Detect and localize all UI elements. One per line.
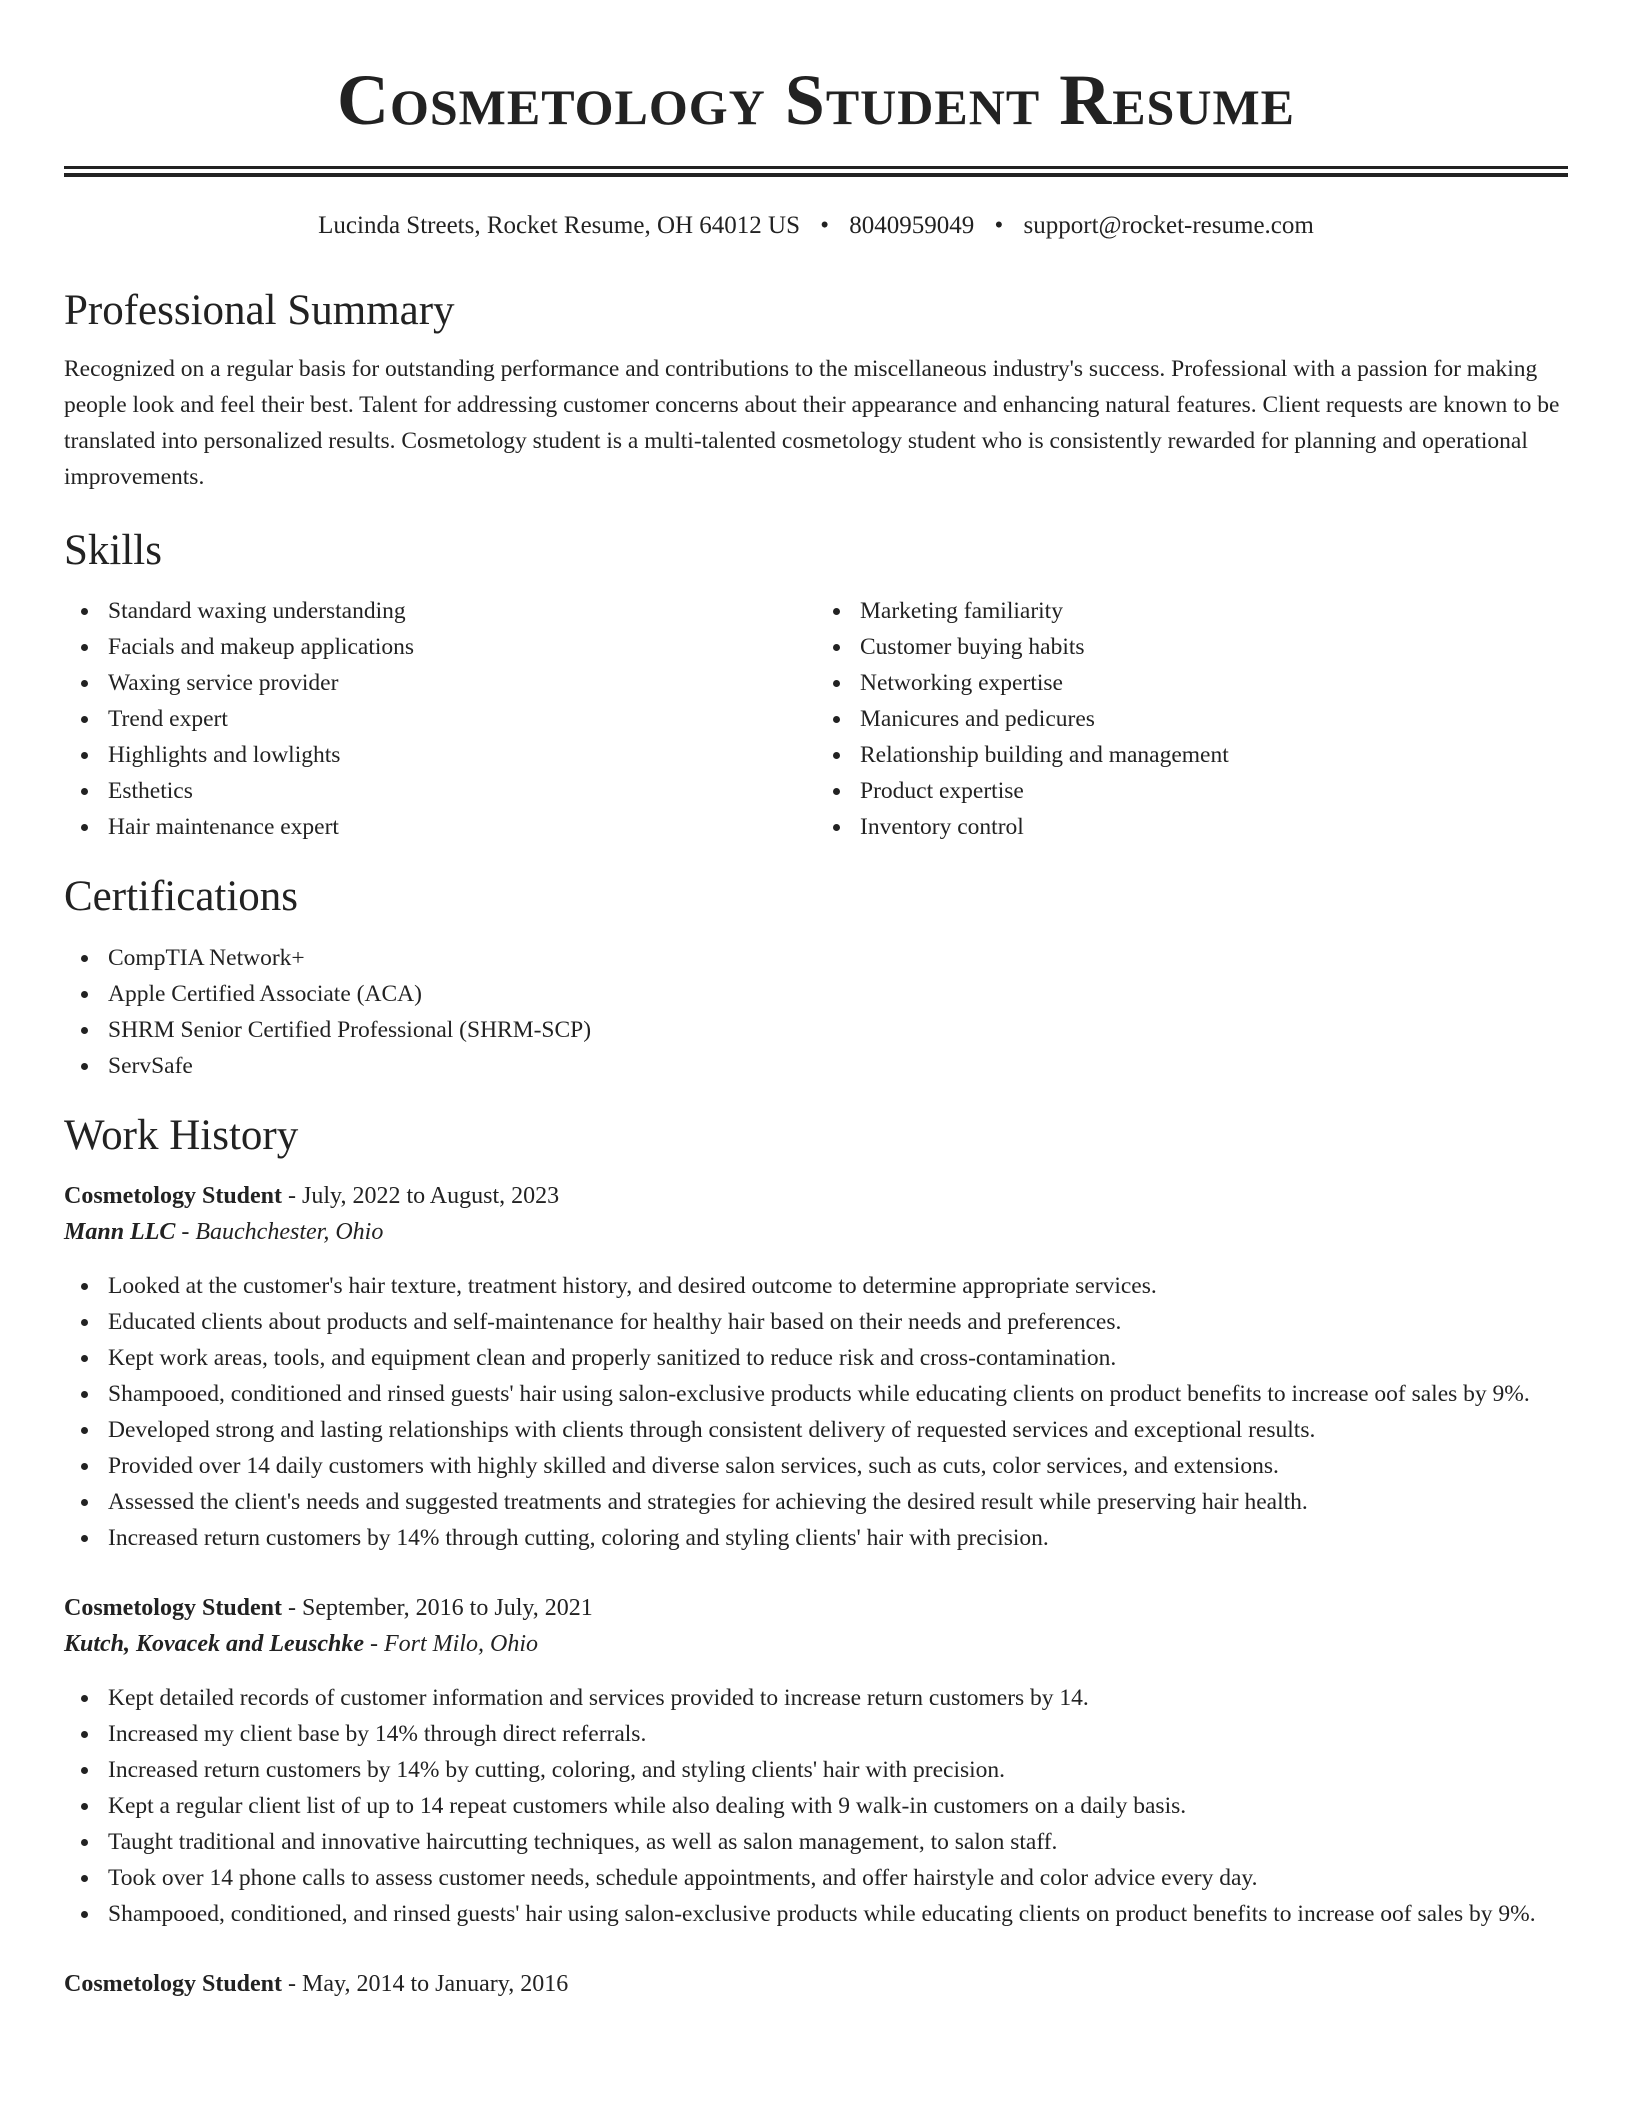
job-title-line xyxy=(64,1966,1568,2002)
skill-item: Waxing service provider xyxy=(64,665,816,701)
job-entry xyxy=(64,1966,1568,2002)
resume-title: Cosmetology Student Resume xyxy=(336,60,1296,140)
certifications-list xyxy=(64,940,1568,1084)
summary-heading: Professional Summary xyxy=(64,287,455,334)
job-bullet: Kept work areas, tools, and equipment clean and properly sanitized to reduce risk and cross-contamination. xyxy=(64,1340,1568,1376)
job-company-line xyxy=(64,1626,1568,1662)
job-bullet: Increased my client base by 14% through direct referrals. xyxy=(64,1716,1568,1752)
certification-item: CompTIA Network+ xyxy=(64,940,1568,976)
job-bullet: Took over 14 phone calls to assess customer needs, schedule appointments, and offer hairstyle and color advice every day. xyxy=(64,1860,1568,1896)
skill-item: Hair maintenance expert xyxy=(64,809,816,845)
skill-item: Standard waxing understanding xyxy=(64,593,816,629)
skill-item: Trend expert xyxy=(64,701,816,737)
skill-item: Networking expertise xyxy=(816,665,1568,701)
job-entry xyxy=(64,1178,1568,1556)
skill-item: Marketing familiarity xyxy=(816,593,1568,629)
certifications-heading: Certifications xyxy=(64,873,299,920)
certifications-section xyxy=(64,871,1568,1084)
job-bullet: Increased return customers by 14% by cutting, coloring, and styling clients' hair with precision. xyxy=(64,1752,1568,1788)
skill-item: Inventory control xyxy=(816,809,1568,845)
job-title: Cosmetology Student xyxy=(64,1971,283,1997)
job-bullet: Educated clients about products and self-maintenance for healthy hair based on their needs and preferences. xyxy=(64,1304,1568,1340)
skills-heading: Skills xyxy=(64,527,162,574)
job-title: Cosmetology Student xyxy=(64,1183,283,1209)
contact-email[interactable]: support@rocket-resume.com xyxy=(1023,212,1314,239)
work-history-heading: Work History xyxy=(64,1112,299,1159)
job-dates: - May, 2014 to January, 2016 xyxy=(282,1971,569,1997)
skills-list-right xyxy=(816,593,1568,845)
job-location: - Bauchchester, Ohio xyxy=(175,1219,384,1245)
skill-item: Product expertise xyxy=(816,773,1568,809)
job-company: Mann LLC xyxy=(64,1219,176,1245)
job-bullet: Assessed the client's needs and suggested treatments and strategies for achieving the desired result while preserving hair health. xyxy=(64,1484,1568,1520)
skills-section xyxy=(64,525,1568,845)
summary-section xyxy=(64,285,1568,495)
job-bullet: Developed strong and lasting relationships with clients through consistent delivery of requested services and exceptional results. xyxy=(64,1412,1568,1448)
skill-item: Relationship building and management xyxy=(816,737,1568,773)
contact-line xyxy=(64,210,1568,242)
job-dates: - July, 2022 to August, 2023 xyxy=(282,1183,560,1209)
job-company-line xyxy=(64,1214,1568,1250)
job-entry xyxy=(64,1590,1568,1932)
job-bullets xyxy=(64,1268,1568,1556)
skills-list-left xyxy=(64,593,816,845)
job-bullet: Provided over 14 daily customers with highly skilled and diverse salon services, such as cuts, color services, and extensions. xyxy=(64,1448,1568,1484)
contact-phone: 8040959049 xyxy=(849,212,975,239)
contact-separator: • xyxy=(994,212,1004,239)
job-bullets xyxy=(64,1680,1568,1932)
job-title-line xyxy=(64,1590,1568,1626)
job-title-line xyxy=(64,1178,1568,1214)
contact-separator: • xyxy=(820,212,830,239)
job-bullet: Kept a regular client list of up to 14 repeat customers while also dealing with 9 walk-in customers on a daily basis. xyxy=(64,1788,1568,1824)
job-bullet: Shampooed, conditioned, and rinsed guests' hair using salon-exclusive products while educating clients on product benefits to increase oof sales by 9%. xyxy=(64,1896,1568,1932)
job-bullet: Shampooed, conditioned and rinsed guests' hair using salon-exclusive products while educating clients on product benefits to increase oof sales by 9%. xyxy=(64,1376,1568,1412)
job-bullet: Taught traditional and innovative haircutting techniques, as well as salon management, to salon staff. xyxy=(64,1824,1568,1860)
certification-item: SHRM Senior Certified Professional (SHRM-SCP) xyxy=(64,1012,1568,1048)
skill-item: Esthetics xyxy=(64,773,816,809)
skill-item: Highlights and lowlights xyxy=(64,737,816,773)
skill-item: Customer buying habits xyxy=(816,629,1568,665)
certification-item: Apple Certified Associate (ACA) xyxy=(64,976,1568,1012)
summary-text: Recognized on a regular basis for outstanding performance and contributions to the miscellaneous industry's success. Professional with a passion for making people look and feel their best. Talent for addressing customer concerns about their appearance and enhancing natural features. Client requests are known to be translated into personalized results. Cosmetology student is a multi-talented cosmetology student who is consistently rewarded for planning and operational improvements. xyxy=(64,356,1560,490)
job-title: Cosmetology Student xyxy=(64,1595,283,1621)
skills-columns xyxy=(64,593,1568,845)
job-company: Kutch, Kovacek and Leuschke xyxy=(64,1631,364,1657)
work-history-section xyxy=(64,1110,1568,2002)
skill-item: Manicures and pedicures xyxy=(816,701,1568,737)
skill-item: Facials and makeup applications xyxy=(64,629,816,665)
job-bullet: Kept detailed records of customer information and services provided to increase return customers by 14. xyxy=(64,1680,1568,1716)
certification-item: ServSafe xyxy=(64,1048,1568,1084)
contact-address: Lucinda Streets, Rocket Resume, OH 64012 US xyxy=(318,212,801,239)
job-dates: - September, 2016 to July, 2021 xyxy=(282,1595,593,1621)
job-bullet: Looked at the customer's hair texture, treatment history, and desired outcome to determine appropriate services. xyxy=(64,1268,1568,1304)
job-location: - Fort Milo, Ohio xyxy=(364,1631,538,1657)
title-divider xyxy=(64,166,1568,177)
job-bullet: Increased return customers by 14% through cutting, coloring and styling clients' hair with precision. xyxy=(64,1520,1568,1556)
